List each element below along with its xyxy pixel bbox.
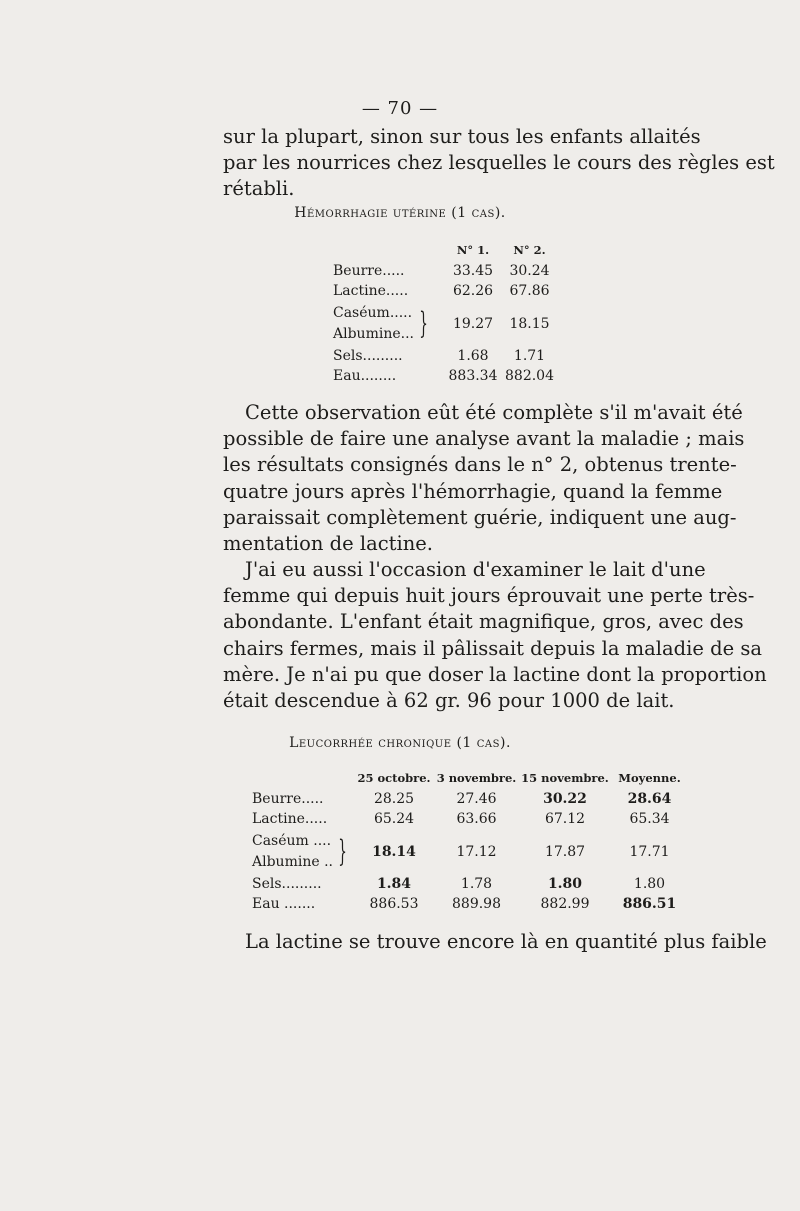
paragraph-1 [223,124,775,203]
brace-symbol: } [419,305,428,341]
text-line: abondante. L'enfant était magnifique, gros, avec des [223,610,744,634]
table-row [333,346,558,367]
text-line: chairs fermes, mais il pâlissait depuis la maladie de sa [223,636,762,660]
text-line: par les nourrices chez lesquelles le cours des règles est [223,151,775,175]
table2-column-header: 25 octobre. [357,771,431,786]
cell: 18.14 [372,843,416,860]
cell: 30.24 [509,262,550,279]
cell: 28.25 [373,790,415,807]
table2-title: Leucorrhée chronique (1 cas). [289,735,511,751]
row-label: Eau ....... [252,896,316,913]
table-row [333,281,558,302]
cell: 65.34 [629,811,670,828]
cell: 1.68 [457,347,489,364]
table2-column-header: 3 novembre. [436,771,517,786]
cell: 67.86 [509,283,550,300]
cell: 886.51 [622,896,677,913]
table1-column-header: N° 1. [456,243,490,258]
row-label: Lactine..... [333,283,409,300]
text-line: était descendue à 62 gr. 96 pour 1000 de lait. [223,689,675,713]
table-row [252,830,688,874]
table2-column-header: Moyenne. [618,771,681,786]
cell: 886.53 [369,896,419,913]
text-line: quatre jours après l'hémorrhagie, quand la femme [223,479,723,503]
table-row [252,894,688,915]
cell: 27.46 [456,790,497,807]
text-line: femme qui depuis huit jours éprouvait une perte très- [223,584,755,608]
table-row [333,366,558,387]
cell: 1.80 [633,875,666,892]
table1 [333,240,558,387]
paragraph-3 [223,557,767,714]
row-label: Caséum .... [252,832,332,849]
cell: 1.78 [460,875,493,892]
row-label: Eau........ [333,368,397,385]
row-label: Sels......... [333,347,403,364]
brace-symbol: } [338,833,347,869]
cell: 62.26 [452,283,494,300]
text-line: les résultats consignés dans le n° 2, obtenus trente- [223,453,737,477]
table2 [252,768,688,915]
paragraph-4 [223,929,767,955]
row-label: Caséum..... [333,304,413,321]
table-row [252,874,688,895]
table-row [252,809,688,830]
cell: 17.71 [629,843,670,860]
table-row [333,261,558,282]
cell: 1.71 [513,347,546,364]
cell: 1.84 [376,875,412,892]
text-line: La lactine se trouve encore là en quantité plus faible [245,930,767,953]
text-line: possible de faire une analyse avant la maladie ; mais [223,427,745,451]
row-label: Albumine... [333,325,414,342]
cell: 63.66 [456,811,497,828]
row-label: Beurre..... [333,262,405,279]
cell: 33.45 [452,262,494,279]
text-line: Cette observation eût été complète s'il m'avait été [245,401,743,424]
text-line: sur la plupart, sinon sur tous les enfants allaités [223,125,701,148]
cell: 18.15 [509,315,550,332]
text-line: J'ai eu aussi l'occasion d'examiner le lait d'une [245,558,706,581]
paragraph-2 [223,400,745,557]
cell: 19.27 [452,315,494,332]
text-line: paraissait complètement guérie, indiquent une aug- [223,505,737,529]
table1-column-header: N° 2. [513,243,546,258]
text-line: rétabli. [223,177,295,201]
cell: 17.87 [544,843,586,860]
row-label: Lactine..... [252,811,328,828]
table-row [333,302,558,346]
cell: 67.12 [544,811,586,828]
cell: 17.12 [456,843,497,860]
row-label: Sels......... [252,875,322,892]
cell: 882.04 [505,368,554,385]
cell: 1.80 [547,875,583,892]
table2-column-header: 15 novembre. [521,771,609,786]
cell: 28.64 [627,790,672,807]
cell: 30.22 [543,790,587,807]
cell: 65.24 [373,811,415,828]
table-row [252,789,688,810]
cell: 889.98 [452,896,501,913]
text-line: mentation de lactine. [223,532,433,556]
text-line: mère. Je n'ai pu que doser la lactine dont la proportion [223,662,767,686]
cell: 883.34 [448,368,498,385]
cell: 882.99 [540,896,590,913]
row-label: Beurre..... [252,790,324,807]
row-label: Albumine .. [252,853,333,870]
page-number: — 70 — [361,98,439,119]
table1-title: Hémorrhagie utérine (1 cas). [294,205,506,221]
